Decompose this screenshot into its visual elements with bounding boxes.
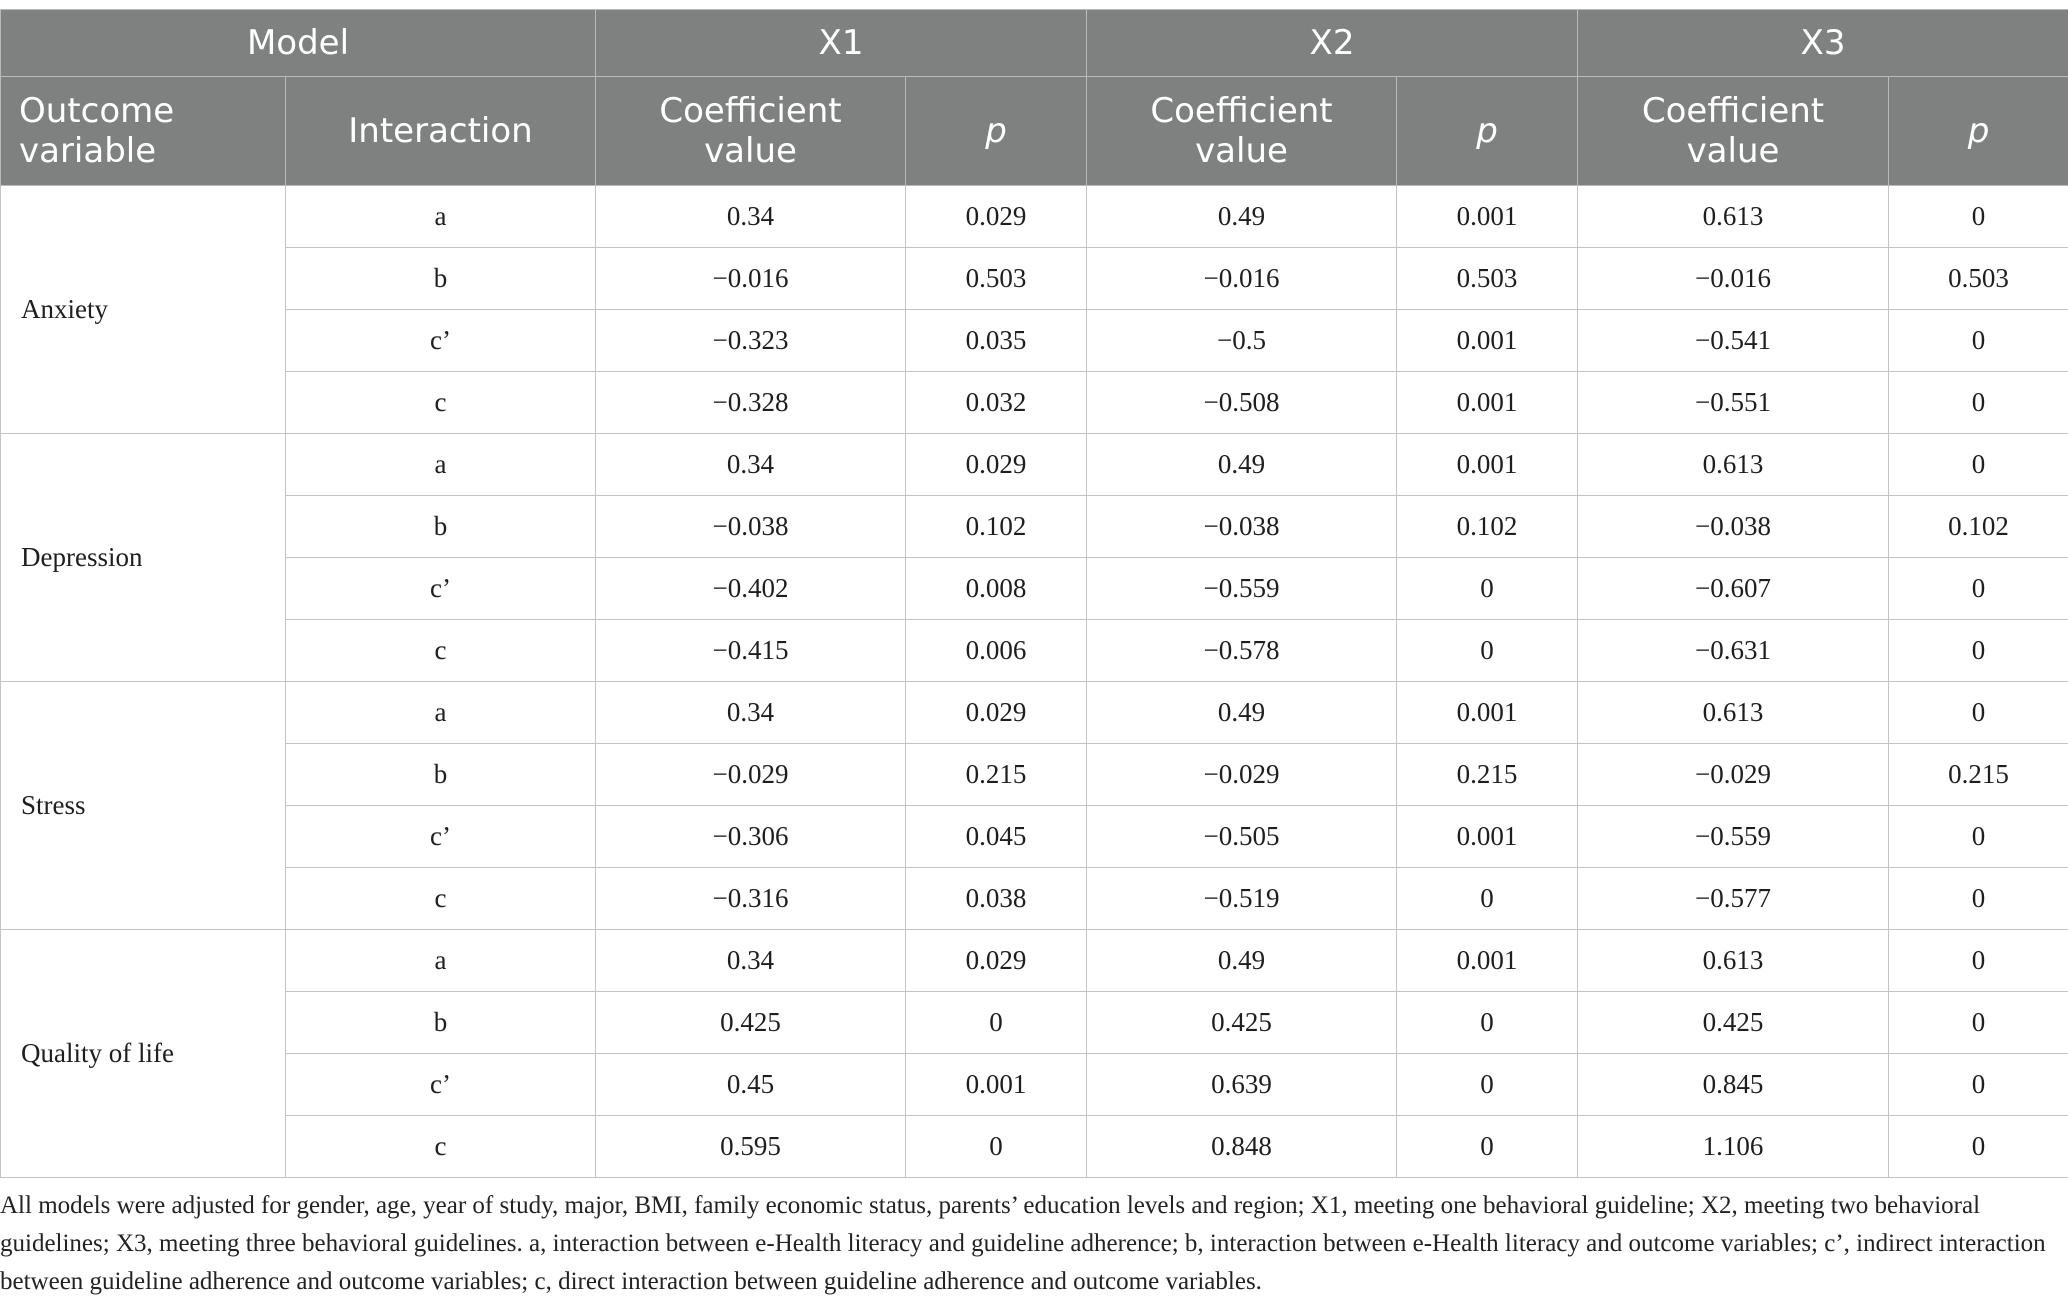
x3-p-cell: 0 xyxy=(1889,868,2068,930)
x2-p-cell: 0 xyxy=(1397,992,1578,1054)
x3-p-cell: 0 xyxy=(1889,558,2068,620)
x1-coefficient-cell: −0.016 xyxy=(596,248,906,310)
x3-coefficient-cell: 0.613 xyxy=(1578,930,1889,992)
x3-p-cell: 0 xyxy=(1889,930,2068,992)
table-header xyxy=(1,10,2068,186)
x3-coefficient-cell: 0.613 xyxy=(1578,682,1889,744)
table-footnote: All models were adjusted for gender, age, year of study, major, BMI, family economic status, parents’ education levels and region; X1, meeting one behavioral guideline; X2, meeting two behavioral guidelines; X3, meeting three behavioral guidelines. a, interaction between e-Health literacy and guideline adherence; b, interaction between e-Health literacy and outcome variables; c’, indirect interaction between guideline adherence and outcome variables; c, direct interaction between guideline adherence and outcome variables. xyxy=(0,1192,2046,1295)
table-row xyxy=(1,372,2068,434)
x1-p-cell: 0.008 xyxy=(906,558,1087,620)
x2-p-cell: 0 xyxy=(1397,620,1578,682)
x1-p-cell: 0.029 xyxy=(906,186,1087,248)
x2-p-cell: 0 xyxy=(1397,1054,1578,1116)
outcome-variable-cell: Anxiety xyxy=(1,186,286,434)
x2-coefficient-cell: 0.49 xyxy=(1087,434,1397,496)
table-row xyxy=(1,620,2068,682)
interaction-cell: b xyxy=(286,248,596,310)
table-row xyxy=(1,992,2068,1054)
x3-p-cell: 0 xyxy=(1889,434,2068,496)
x1-p-cell: 0.029 xyxy=(906,434,1087,496)
interaction-cell: a xyxy=(286,930,596,992)
x1-p-cell: 0.102 xyxy=(906,496,1087,558)
x3-coefficient-cell: −0.559 xyxy=(1578,806,1889,868)
x2-coefficient-cell: −0.029 xyxy=(1087,744,1397,806)
x1-p-cell: 0 xyxy=(906,1116,1087,1178)
x3-coefficient-cell: 0.425 xyxy=(1578,992,1889,1054)
interaction-cell: a xyxy=(286,682,596,744)
x1-coefficient-cell: −0.306 xyxy=(596,806,906,868)
x1-p-cell: 0.001 xyxy=(906,1054,1087,1116)
results-table xyxy=(0,9,2068,1178)
interaction-cell: b xyxy=(286,992,596,1054)
x3-p-cell: 0 xyxy=(1889,372,2068,434)
x1-p-cell: 0.032 xyxy=(906,372,1087,434)
x1-coefficient-cell: 0.34 xyxy=(596,434,906,496)
x2-coefficient-cell: −0.5 xyxy=(1087,310,1397,372)
header-x1-p: p xyxy=(906,77,1087,186)
table-row xyxy=(1,1054,2068,1116)
x3-p-cell: 0 xyxy=(1889,186,2068,248)
x3-p-cell: 0.503 xyxy=(1889,248,2068,310)
x3-p-cell: 0.215 xyxy=(1889,744,2068,806)
interaction-cell: c xyxy=(286,372,596,434)
table-row xyxy=(1,744,2068,806)
x2-coefficient-cell: 0.49 xyxy=(1087,930,1397,992)
x1-coefficient-cell: 0.595 xyxy=(596,1116,906,1178)
table-row xyxy=(1,868,2068,930)
x2-p-cell: 0.215 xyxy=(1397,744,1578,806)
table-row xyxy=(1,248,2068,310)
table-body xyxy=(1,186,2068,1178)
x3-p-cell: 0 xyxy=(1889,310,2068,372)
header-x3-coefficient: Coefficient value xyxy=(1578,77,1889,186)
x3-coefficient-cell: −0.577 xyxy=(1578,868,1889,930)
x3-p-cell: 0 xyxy=(1889,682,2068,744)
outcome-variable-cell: Stress xyxy=(1,682,286,930)
interaction-cell: b xyxy=(286,744,596,806)
interaction-cell: a xyxy=(286,434,596,496)
x2-coefficient-cell: 0.639 xyxy=(1087,1054,1397,1116)
interaction-cell: c’ xyxy=(286,310,596,372)
x3-p-cell: 0 xyxy=(1889,1116,2068,1178)
x3-p-cell: 0 xyxy=(1889,806,2068,868)
x1-coefficient-cell: 0.34 xyxy=(596,682,906,744)
x3-p-cell: 0 xyxy=(1889,1054,2068,1116)
x2-p-cell: 0.001 xyxy=(1397,372,1578,434)
x3-coefficient-cell: 0.613 xyxy=(1578,434,1889,496)
interaction-cell: c’ xyxy=(286,558,596,620)
x1-p-cell: 0.045 xyxy=(906,806,1087,868)
x1-p-cell: 0.215 xyxy=(906,744,1087,806)
header-x2-p: p xyxy=(1397,77,1578,186)
header-row-columns xyxy=(1,77,2068,186)
x2-p-cell: 0.001 xyxy=(1397,806,1578,868)
table-row xyxy=(1,434,2068,496)
x3-coefficient-cell: −0.541 xyxy=(1578,310,1889,372)
x2-p-cell: 0 xyxy=(1397,1116,1578,1178)
table-row xyxy=(1,558,2068,620)
table-row xyxy=(1,310,2068,372)
header-x1-coefficient: Coefficient value xyxy=(596,77,906,186)
x2-coefficient-cell: −0.016 xyxy=(1087,248,1397,310)
x3-coefficient-cell: 0.613 xyxy=(1578,186,1889,248)
x1-coefficient-cell: 0.34 xyxy=(596,186,906,248)
x1-p-cell: 0.503 xyxy=(906,248,1087,310)
x3-coefficient-cell: −0.038 xyxy=(1578,496,1889,558)
x3-coefficient-cell: 0.845 xyxy=(1578,1054,1889,1116)
x1-coefficient-cell: 0.34 xyxy=(596,930,906,992)
x2-coefficient-cell: −0.038 xyxy=(1087,496,1397,558)
header-x1: X1 xyxy=(596,10,1087,77)
x1-p-cell: 0 xyxy=(906,992,1087,1054)
header-x2: X2 xyxy=(1087,10,1578,77)
x2-coefficient-cell: 0.49 xyxy=(1087,186,1397,248)
header-model: Model xyxy=(1,10,596,77)
x2-p-cell: 0.102 xyxy=(1397,496,1578,558)
x2-coefficient-cell: −0.508 xyxy=(1087,372,1397,434)
x2-coefficient-cell: −0.559 xyxy=(1087,558,1397,620)
x2-coefficient-cell: 0.425 xyxy=(1087,992,1397,1054)
x1-coefficient-cell: −0.323 xyxy=(596,310,906,372)
interaction-cell: c’ xyxy=(286,806,596,868)
header-outcome-variable: Outcome variable xyxy=(1,77,286,186)
table-row xyxy=(1,1116,2068,1178)
x1-coefficient-cell: −0.402 xyxy=(596,558,906,620)
x3-p-cell: 0 xyxy=(1889,992,2068,1054)
x1-p-cell: 0.038 xyxy=(906,868,1087,930)
interaction-cell: b xyxy=(286,496,596,558)
x1-coefficient-cell: −0.029 xyxy=(596,744,906,806)
x3-coefficient-cell: −0.016 xyxy=(1578,248,1889,310)
x2-coefficient-cell: −0.519 xyxy=(1087,868,1397,930)
x2-coefficient-cell: 0.848 xyxy=(1087,1116,1397,1178)
x2-p-cell: 0.001 xyxy=(1397,930,1578,992)
interaction-cell: c’ xyxy=(286,1054,596,1116)
x2-p-cell: 0.001 xyxy=(1397,186,1578,248)
x3-coefficient-cell: −0.551 xyxy=(1578,372,1889,434)
x1-coefficient-cell: 0.425 xyxy=(596,992,906,1054)
table-row xyxy=(1,682,2068,744)
x1-coefficient-cell: −0.038 xyxy=(596,496,906,558)
x3-p-cell: 0.102 xyxy=(1889,496,2068,558)
x1-coefficient-cell: 0.45 xyxy=(596,1054,906,1116)
x3-coefficient-cell: −0.607 xyxy=(1578,558,1889,620)
x2-p-cell: 0.503 xyxy=(1397,248,1578,310)
x1-p-cell: 0.029 xyxy=(906,930,1087,992)
x1-coefficient-cell: −0.415 xyxy=(596,620,906,682)
x2-p-cell: 0 xyxy=(1397,868,1578,930)
x3-coefficient-cell: −0.029 xyxy=(1578,744,1889,806)
x3-coefficient-cell: 1.106 xyxy=(1578,1116,1889,1178)
x1-p-cell: 0.029 xyxy=(906,682,1087,744)
interaction-cell: c xyxy=(286,620,596,682)
header-x3-p: p xyxy=(1889,77,2068,186)
x1-p-cell: 0.035 xyxy=(906,310,1087,372)
x1-p-cell: 0.006 xyxy=(906,620,1087,682)
x3-coefficient-cell: −0.631 xyxy=(1578,620,1889,682)
x2-coefficient-cell: −0.578 xyxy=(1087,620,1397,682)
x1-coefficient-cell: −0.328 xyxy=(596,372,906,434)
x2-p-cell: 0.001 xyxy=(1397,682,1578,744)
x2-coefficient-cell: −0.505 xyxy=(1087,806,1397,868)
outcome-variable-cell: Depression xyxy=(1,434,286,682)
x2-p-cell: 0 xyxy=(1397,558,1578,620)
interaction-cell: c xyxy=(286,868,596,930)
table-row xyxy=(1,186,2068,248)
x2-coefficient-cell: 0.49 xyxy=(1087,682,1397,744)
interaction-cell: a xyxy=(286,186,596,248)
interaction-cell: c xyxy=(286,1116,596,1178)
x3-p-cell: 0 xyxy=(1889,620,2068,682)
table-row xyxy=(1,496,2068,558)
table-row xyxy=(1,930,2068,992)
header-row-models xyxy=(1,10,2068,77)
x1-coefficient-cell: −0.316 xyxy=(596,868,906,930)
header-interaction: Interaction xyxy=(286,77,596,186)
table-row xyxy=(1,806,2068,868)
outcome-variable-cell: Quality of life xyxy=(1,930,286,1178)
x2-p-cell: 0.001 xyxy=(1397,434,1578,496)
x2-p-cell: 0.001 xyxy=(1397,310,1578,372)
header-x2-coefficient: Coefficient value xyxy=(1087,77,1397,186)
header-x3: X3 xyxy=(1578,10,2068,77)
